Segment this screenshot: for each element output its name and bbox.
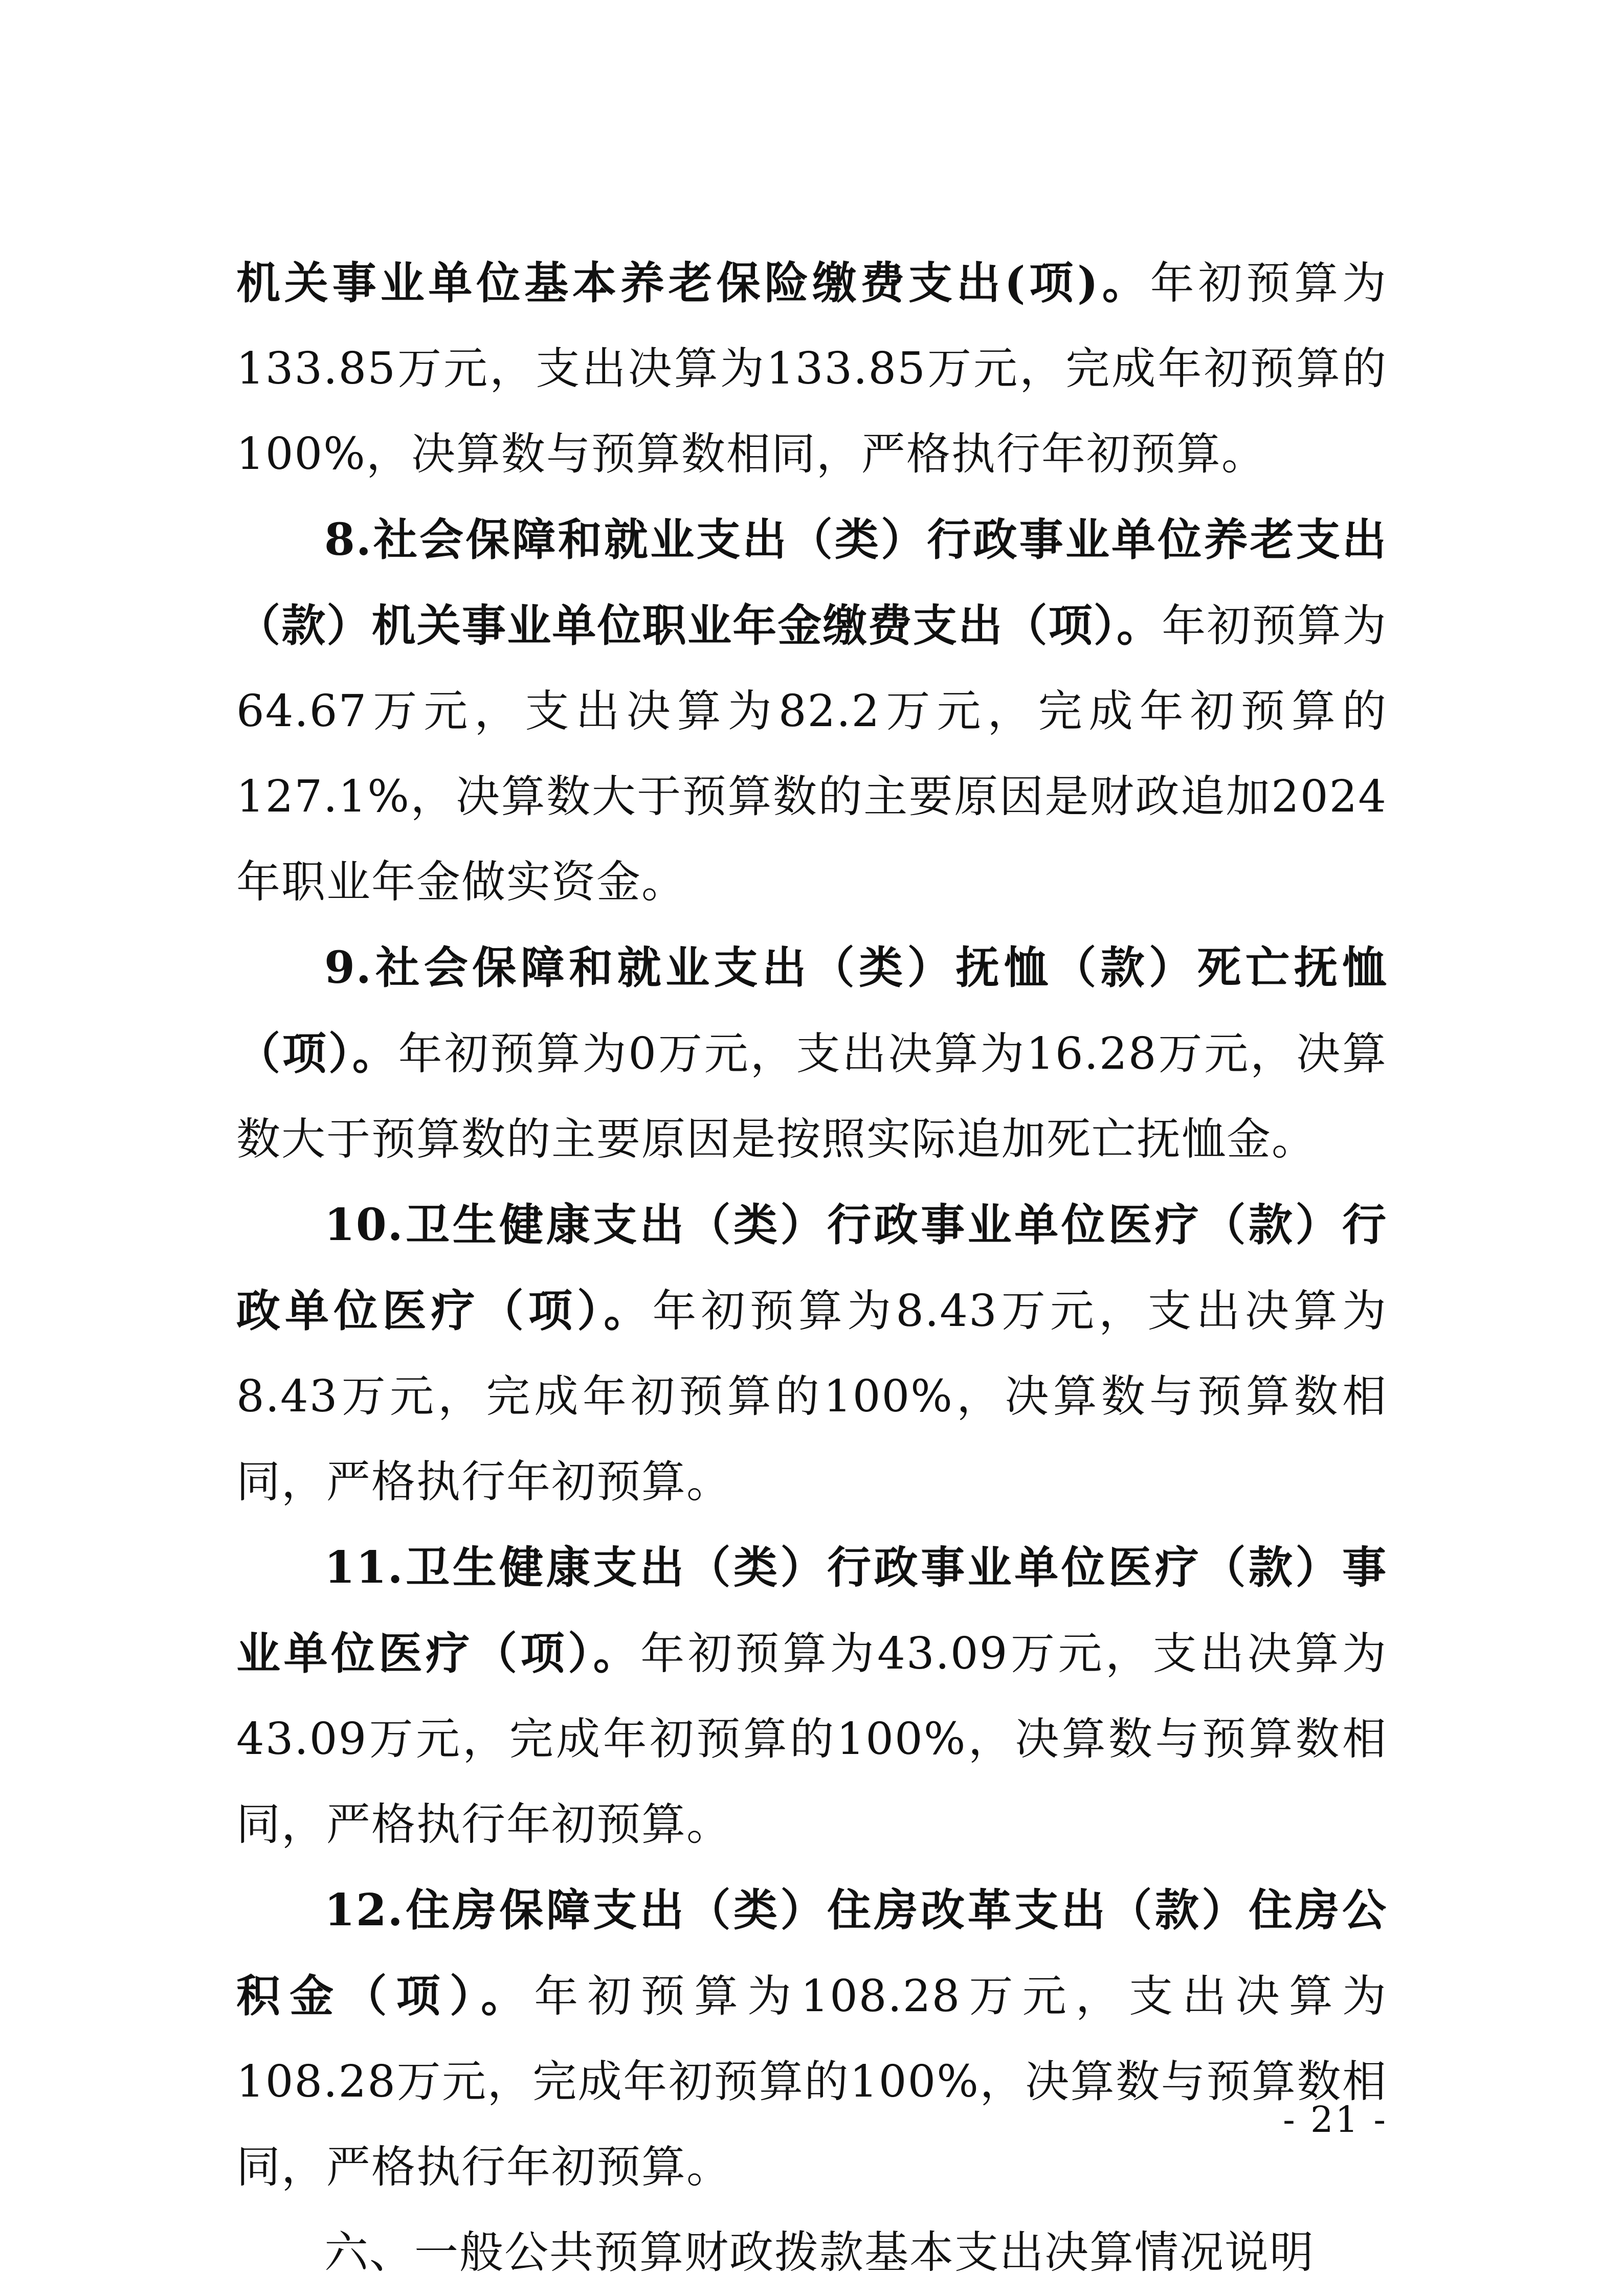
paragraph-heading: 8.社会保障和就业支出（类）行政事业单位养老支出（款）机关事业单位职业年金缴费支出（项）。 — [236, 514, 1387, 651]
paragraph-item-9 — [236, 925, 1387, 1182]
section-heading: 六、一般公共预算财政拨款基本支出决算情况说明 — [324, 2227, 1315, 2278]
paragraph-continued — [236, 240, 1387, 497]
paragraph-heading: 机关事业单位基本养老保险缴费支出(项)。 — [236, 257, 1150, 309]
paragraph-item-8 — [236, 497, 1387, 925]
paragraph-text: 年初预算为8.43万元，支出决算为8.43万元，完成年初预算的100%，决算数与预算数相同，严格执行年初预算。 — [236, 1286, 1388, 1507]
paragraph-heading: 9.社会保障和就业支出（类）抚恤（款）死亡抚恤（项）。 — [236, 942, 1387, 1079]
paragraph-text: 年初预算为133.85万元，支出决算为133.85万元，完成年初预算的100%，决算数与预算数相同，严格执行年初预算。 — [236, 258, 1387, 480]
paragraph-heading: 11.卫生健康支出（类）行政事业单位医疗（款）事业单位医疗（项）。 — [236, 1542, 1387, 1679]
document-body — [236, 240, 1387, 2295]
paragraph-text: 年初预算为43.09万元，支出决算为43.09万元，完成年初预算的100%，决算数与预算数相同，严格执行年初预算。 — [236, 1628, 1388, 1850]
paragraph-item-10 — [236, 1182, 1387, 1525]
paragraph-item-12 — [236, 1867, 1387, 2210]
page-number: - 21 - — [1283, 2099, 1388, 2141]
paragraph-text: 年初预算为64.67万元，支出决算为82.2万元，完成年初预算的127.1%，决算数大于预算数的主要原因是财政追加2024年职业年金做实资金。 — [236, 600, 1388, 908]
paragraph-heading: 10.卫生健康支出（类）行政事业单位医疗（款）行政单位医疗（项）。 — [236, 1199, 1387, 1337]
paragraph-heading: 12.住房保障支出（类）住房改革支出（款）住房公积金（项）。 — [236, 1884, 1387, 2022]
paragraph-text: 年初预算为0万元，支出决算为16.28万元，决算数大于预算数的主要原因是按照实际追加死亡抚恤金。 — [236, 1028, 1387, 1165]
paragraph-text: 年初预算为108.28万元，支出决算为108.28万元，完成年初预算的100%，决算数与预算数相同，严格执行年初预算。 — [236, 1971, 1388, 2193]
paragraph-item-11 — [236, 1525, 1387, 1867]
